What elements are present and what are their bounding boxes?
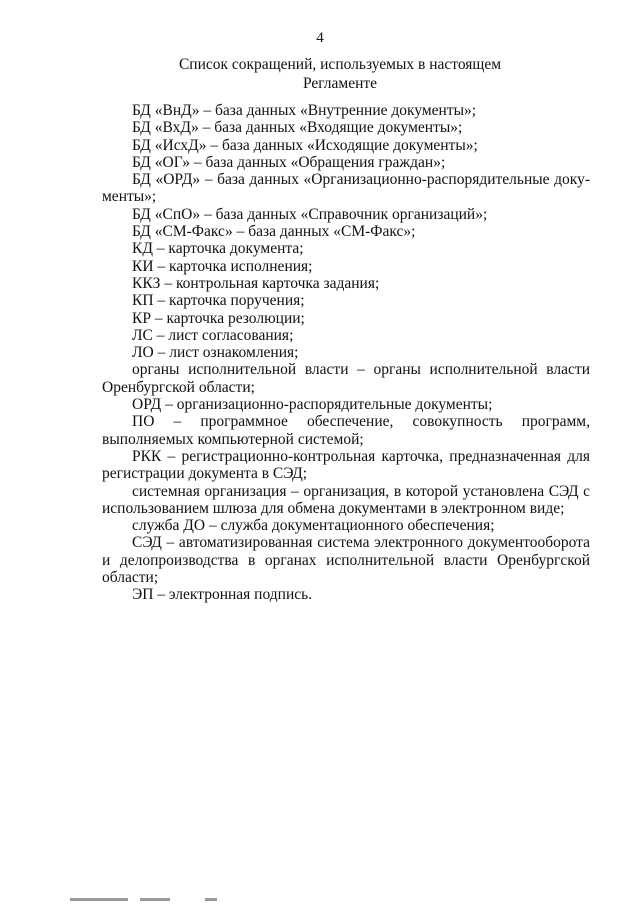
footer-scan-mark <box>140 898 170 901</box>
section-heading-line-2: Регламенте <box>302 75 378 92</box>
footer-scan-mark <box>205 898 217 901</box>
section-heading-line-1: Список сокращений, используемых в настоящем <box>178 56 502 73</box>
abbreviation-entry: БД «ОГ» – база данных «Обращения граждан»; <box>132 153 446 171</box>
abbreviation-entry: ПО – программное обеспечение, совокупность программ, выполняемых компьютерной системой; <box>102 413 590 448</box>
abbreviation-entry: ОРД – организационно-распорядительные документы; <box>132 396 493 414</box>
abbreviation-entry: КР – карточка резолюции; <box>132 309 305 327</box>
abbreviation-entry: РКК – регистрационно-контрольная карточка, предназначенная для регистрации документа в СЭД; <box>102 447 590 483</box>
abbreviation-entry: БД «СпО» – база данных «Справочник организаций»; <box>132 205 488 223</box>
abbreviation-entry: БД «ВнД» – база данных «Внутренние документы»; <box>132 102 477 119</box>
abbreviation-entry: БД «СМ-Факс» – база данных «СМ-Факс»; <box>132 223 416 241</box>
abbreviation-entry: ЛС – лист согласования; <box>132 326 294 344</box>
abbreviation-entry: КП – карточка поручения; <box>132 292 305 310</box>
abbreviation-entry: ЛО – лист ознакомления; <box>132 344 299 362</box>
abbreviation-entry: ККЗ – контрольная карточка задания; <box>132 274 380 292</box>
footer-scan-mark <box>70 898 128 901</box>
abbreviation-entry: КД – карточка документа; <box>132 240 304 258</box>
abbreviation-entry: органы исполнительной власти – органы исполнительной власти Оренбургской области; <box>102 361 590 396</box>
abbreviation-entry: ЭП – электронная подпись. <box>132 586 313 604</box>
abbreviation-entry: служба ДО – служба документационного обеспечения; <box>132 517 495 535</box>
page-number: 4 <box>316 30 324 46</box>
section-heading <box>100 55 580 93</box>
abbreviation-entry: БД «ОРД» – база данных «Организационно-распорядительные документы»; <box>102 171 590 206</box>
abbreviation-entry: БД «ИсхД» – база данных «Исходящие документы»; <box>132 136 478 154</box>
abbreviation-entry: СЭД – автоматизированная система электронного документооборота и делопроизводства в органах исполнительной власти Оренбургской области; <box>102 534 590 587</box>
abbreviation-entry: КИ – карточка исполнения; <box>132 257 313 275</box>
abbreviation-entry: БД «ВхД» – база данных «Входящие документы»; <box>132 119 463 137</box>
abbreviation-list <box>102 102 590 604</box>
abbreviation-entry: системная организация – организация, в которой установлена СЭД с использованием шлюза для обмена документами в электронном виде; <box>102 482 590 517</box>
